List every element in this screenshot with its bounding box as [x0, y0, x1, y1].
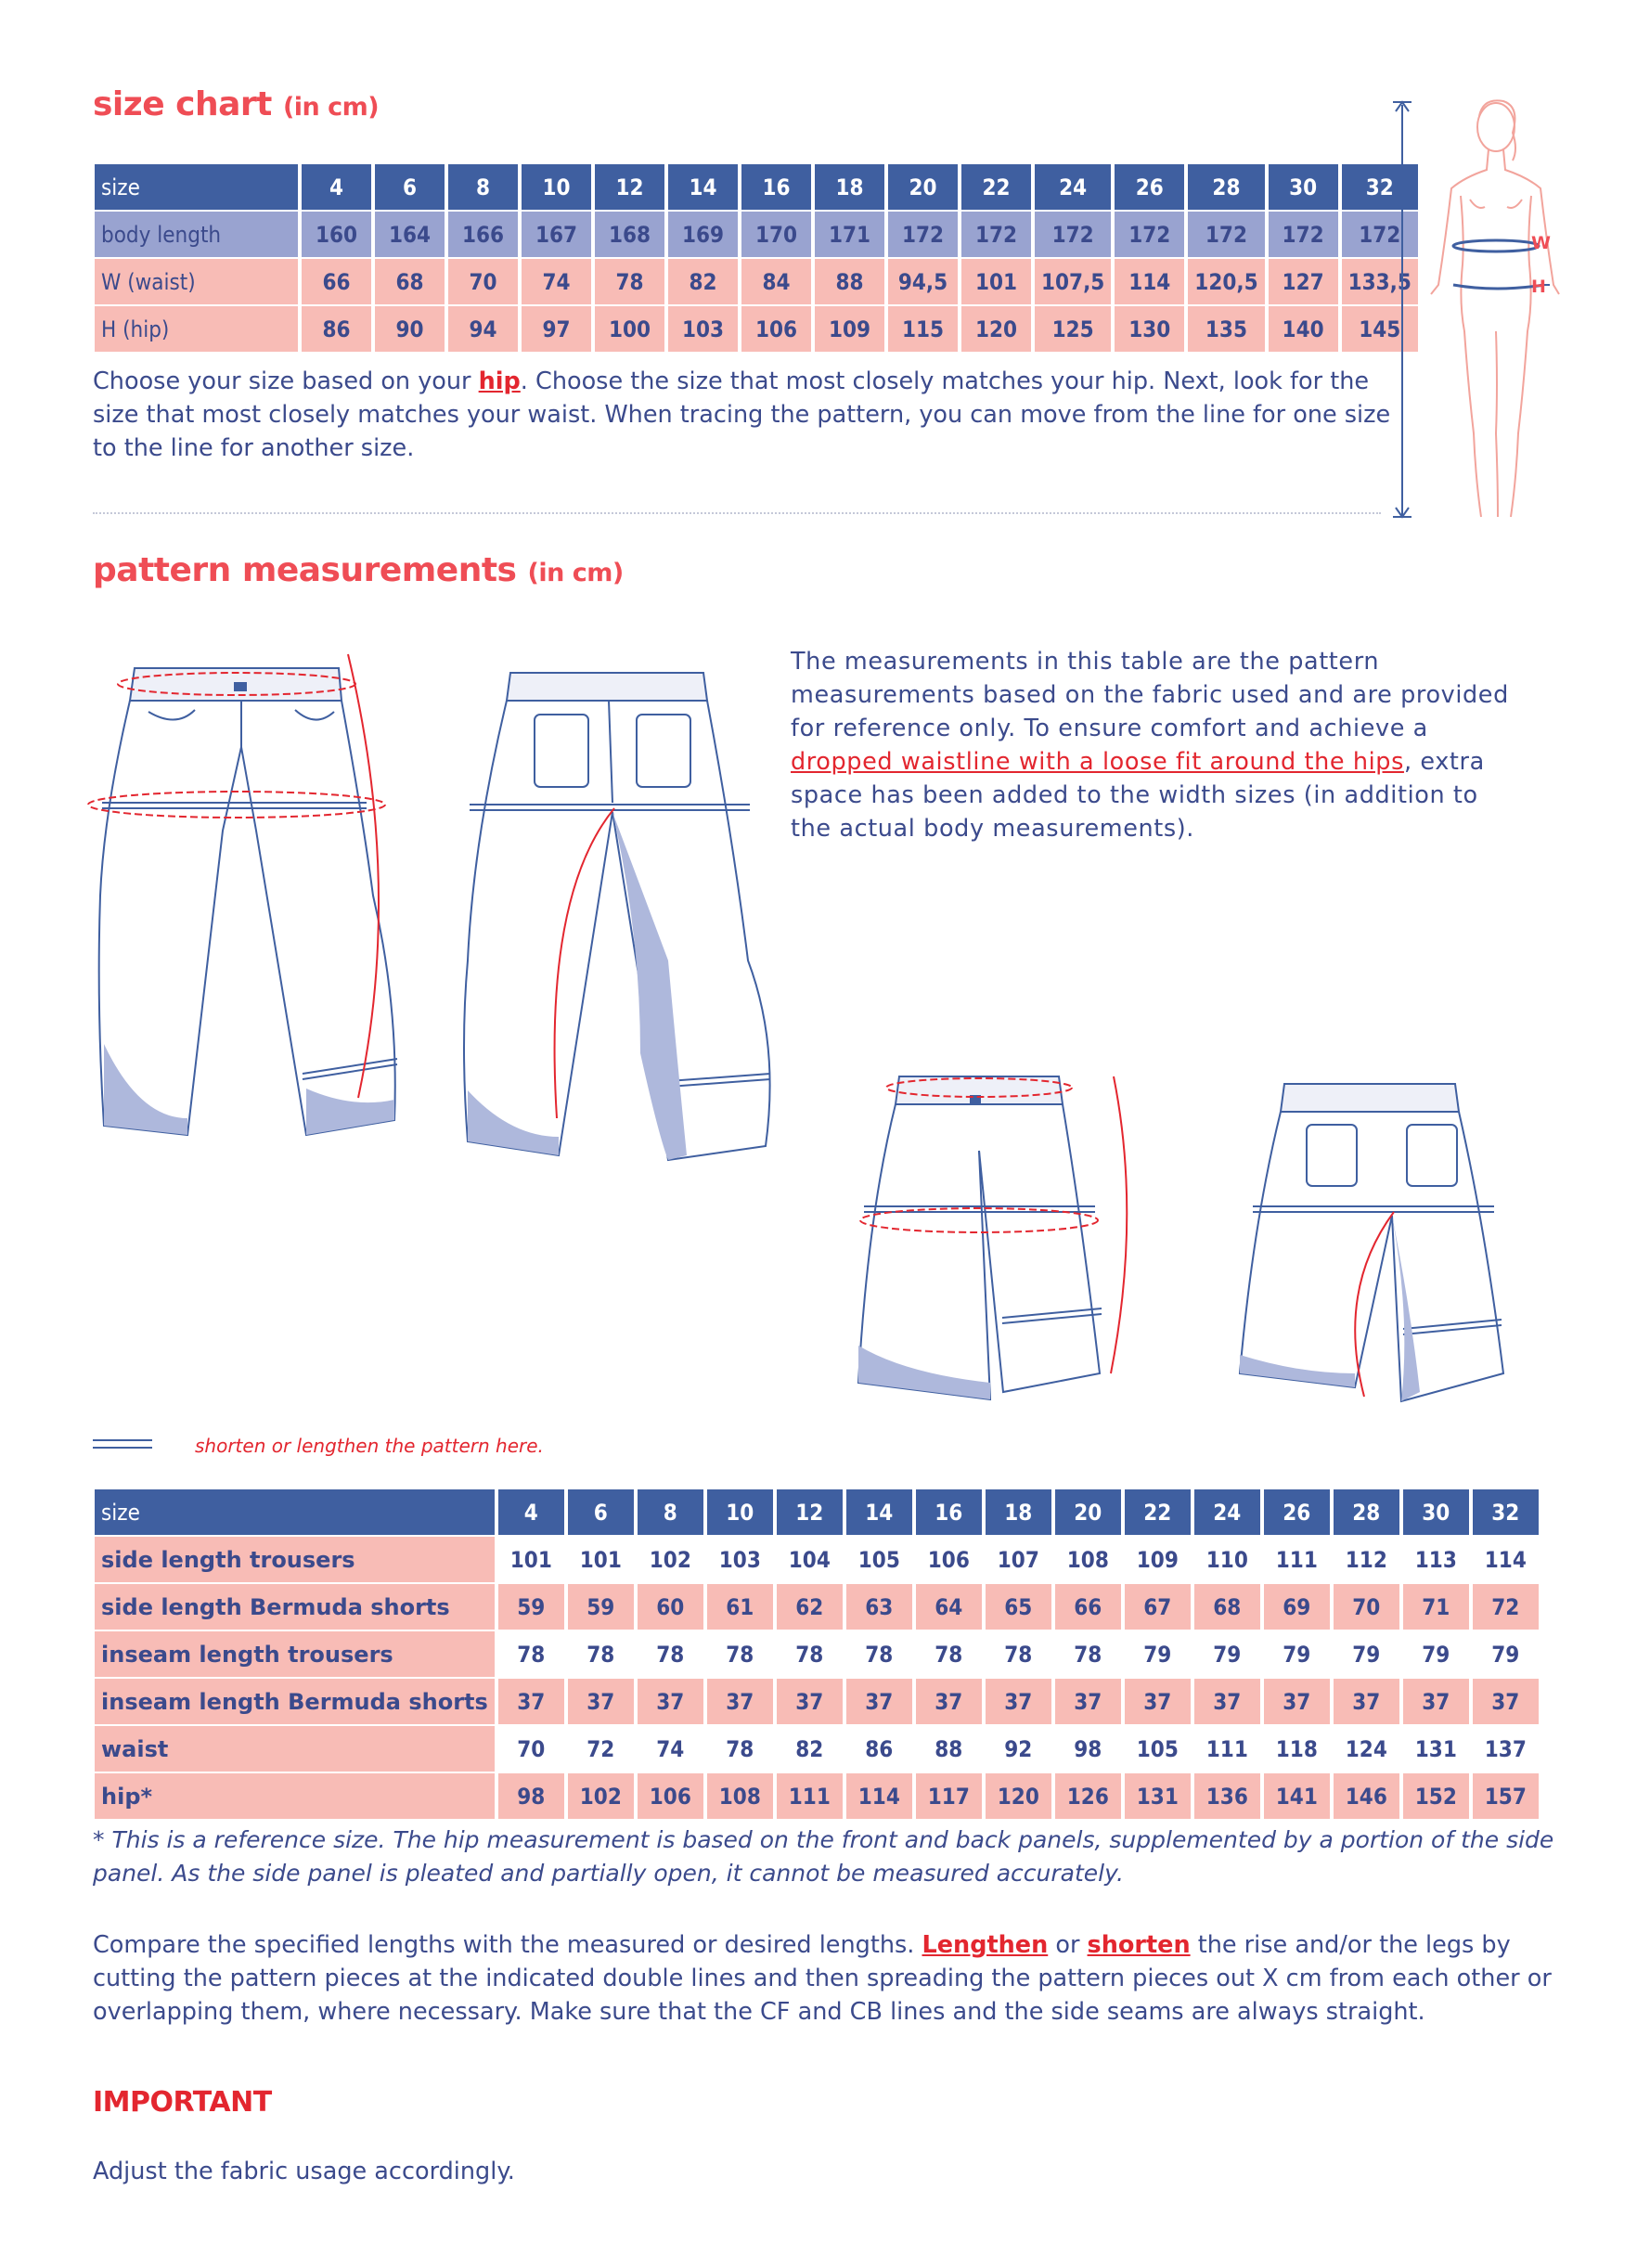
- pattern-header-cell: 8: [638, 1489, 703, 1535]
- size-chart-cell: 172: [1115, 212, 1184, 257]
- size-chart-row-label: H (hip): [95, 306, 298, 352]
- pattern-cell: 79: [1403, 1631, 1469, 1677]
- trousers-back-illustration: [455, 654, 789, 1174]
- size-chart-title-text: size chart: [93, 85, 272, 123]
- pattern-cell: 37: [1473, 1679, 1539, 1724]
- pattern-cell: 78: [777, 1631, 843, 1677]
- section-divider: [93, 512, 1381, 514]
- size-chart-header-cell: 20: [888, 164, 958, 210]
- pattern-row-label: side length Bermuda shorts: [95, 1584, 495, 1630]
- size-chart-cell: 172: [1035, 212, 1111, 257]
- pattern-cell: 64: [916, 1584, 982, 1630]
- pattern-cell: 37: [1403, 1679, 1469, 1724]
- size-chart-cell: 84: [741, 259, 811, 304]
- pattern-cell: 70: [498, 1726, 564, 1772]
- pattern-title: [93, 551, 624, 589]
- size-chart-cell: 107,5: [1035, 259, 1111, 304]
- pattern-cell: 111: [1264, 1537, 1330, 1582]
- size-chart-cell: 66: [302, 259, 371, 304]
- pattern-header-cell: 30: [1403, 1489, 1469, 1535]
- pattern-cell: 114: [846, 1773, 912, 1819]
- important-title: IMPORTANT: [93, 2086, 272, 2119]
- pattern-cell: 37: [986, 1679, 1051, 1724]
- pattern-cell: 37: [1334, 1679, 1399, 1724]
- pattern-cell: 60: [638, 1584, 703, 1630]
- size-chart-cell: 120: [961, 306, 1031, 352]
- pattern-cell: 78: [707, 1631, 773, 1677]
- pattern-cell: 69: [1264, 1584, 1330, 1630]
- body-figure-illustration: [1373, 88, 1615, 534]
- size-chart-cell: 103: [668, 306, 738, 352]
- pattern-cell: 37: [846, 1679, 912, 1724]
- pattern-title-text: pattern measurements: [93, 551, 517, 589]
- pattern-cell: 66: [1055, 1584, 1121, 1630]
- pattern-cell: 136: [1194, 1773, 1260, 1819]
- pattern-intro-start: The measurements in this table are the pattern measurements based on the fabric used and are provided for reference only. To ensure comfort and achieve a: [791, 648, 1509, 742]
- pattern-cell: 74: [638, 1726, 703, 1772]
- pattern-cell: 146: [1334, 1773, 1399, 1819]
- size-chart-cell: 106: [741, 306, 811, 352]
- pattern-header-row: [95, 1489, 1539, 1535]
- pattern-cell: 124: [1334, 1726, 1399, 1772]
- size-chart-cell: 160: [302, 212, 371, 257]
- pattern-intro: [791, 645, 1515, 845]
- size-chart-cell: 74: [522, 259, 591, 304]
- size-chart-header-cell: 24: [1035, 164, 1111, 210]
- size-chart-cell: 82: [668, 259, 738, 304]
- size-chart-cell: 101: [961, 259, 1031, 304]
- size-chart-cell: 70: [448, 259, 518, 304]
- lengthen-highlight: Lengthen: [922, 1931, 1049, 1959]
- size-chart-cell: 88: [815, 259, 884, 304]
- pattern-row: [95, 1726, 1539, 1772]
- size-chart-cell: 166: [448, 212, 518, 257]
- pattern-cell: 92: [986, 1726, 1051, 1772]
- pattern-cell: 113: [1403, 1537, 1469, 1582]
- pattern-cell: 78: [916, 1631, 982, 1677]
- pattern-cell: 78: [986, 1631, 1051, 1677]
- pattern-cell: 78: [1055, 1631, 1121, 1677]
- hip-highlight: hip: [478, 367, 521, 395]
- double-line-legend-icon: [93, 1438, 152, 1451]
- pattern-cell: 102: [638, 1537, 703, 1582]
- size-chart-note-start: Choose your size based on your: [93, 367, 479, 395]
- size-chart-cell: 171: [815, 212, 884, 257]
- size-chart-cell: 168: [595, 212, 664, 257]
- pattern-cell: 108: [1055, 1537, 1121, 1582]
- pattern-cell: 106: [916, 1537, 982, 1582]
- pattern-cell: 98: [1055, 1726, 1121, 1772]
- compare-paragraph: [93, 1928, 1578, 2029]
- shorts-back-illustration: [1225, 1076, 1522, 1420]
- pattern-cell: 78: [846, 1631, 912, 1677]
- pattern-header-cell: 26: [1264, 1489, 1330, 1535]
- size-chart-title-unit: (in cm): [282, 93, 380, 122]
- pattern-cell: 70: [1334, 1584, 1399, 1630]
- pattern-cell: 109: [1125, 1537, 1191, 1582]
- pattern-cell: 61: [707, 1584, 773, 1630]
- size-chart-header-cell: 18: [815, 164, 884, 210]
- size-chart-cell: 97: [522, 306, 591, 352]
- size-chart-note-end: . Choose the size that most closely matches your hip. Next, look for the size that most closely matches your waist. When tracing the pattern, you can move from the line for one size to the line for another size.: [93, 367, 1391, 462]
- pattern-cell: 107: [986, 1537, 1051, 1582]
- pattern-intro-end: , extra space has been added to the width sizes (in addition to the actual body measurements).: [791, 748, 1485, 843]
- pattern-header-cell: 22: [1125, 1489, 1191, 1535]
- pattern-cell: 126: [1055, 1773, 1121, 1819]
- pattern-cell: 108: [707, 1773, 773, 1819]
- pattern-cell: 78: [568, 1631, 634, 1677]
- pattern-cell: 37: [1264, 1679, 1330, 1724]
- size-chart-header-row: [95, 164, 1418, 210]
- pattern-row-label: inseam length Bermuda shorts: [95, 1679, 495, 1724]
- size-chart-cell: 114: [1115, 259, 1184, 304]
- waist-label: W: [1531, 233, 1551, 253]
- size-chart-cell: 100: [595, 306, 664, 352]
- pattern-cell: 114: [1473, 1537, 1539, 1582]
- pattern-cell: 37: [638, 1679, 703, 1724]
- pattern-cell: 37: [498, 1679, 564, 1724]
- pattern-cell: 141: [1264, 1773, 1330, 1819]
- size-chart-row-label: W (waist): [95, 259, 298, 304]
- pattern-cell: 104: [777, 1537, 843, 1582]
- pattern-cell: 105: [1125, 1726, 1191, 1772]
- pattern-cell: 102: [568, 1773, 634, 1819]
- pattern-header-cell: 20: [1055, 1489, 1121, 1535]
- size-chart-row-label: body length: [95, 212, 298, 257]
- hip-label: H: [1531, 277, 1546, 297]
- compare-text-2: or: [1048, 1931, 1088, 1959]
- pattern-cell: 110: [1194, 1537, 1260, 1582]
- pattern-row-label: inseam length trousers: [95, 1631, 495, 1677]
- size-chart-cell: 169: [668, 212, 738, 257]
- pattern-cell: 37: [1194, 1679, 1260, 1724]
- pattern-footnote: * This is a reference size. The hip measurement is based on the front and back panels, supplemented by a portion of the side panel. As the side panel is pleated and partially open, it cannot be measured accurately.: [93, 1826, 1554, 1887]
- size-chart-cell: 172: [1269, 212, 1338, 257]
- size-chart-table: [91, 162, 1422, 354]
- size-chart-cell: 167: [522, 212, 591, 257]
- pattern-cell: 101: [568, 1537, 634, 1582]
- size-chart-header-cell: 10: [522, 164, 591, 210]
- pattern-cell: 120: [986, 1773, 1051, 1819]
- pattern-cell: 79: [1125, 1631, 1191, 1677]
- pattern-cell: 88: [916, 1726, 982, 1772]
- size-chart-cell: 130: [1115, 306, 1184, 352]
- pattern-cell: 37: [916, 1679, 982, 1724]
- pattern-cell: 78: [638, 1631, 703, 1677]
- legend-text: shorten or lengthen the pattern here.: [195, 1435, 544, 1457]
- pattern-cell: 117: [916, 1773, 982, 1819]
- size-chart-cell: 164: [375, 212, 445, 257]
- pattern-cell: 79: [1264, 1631, 1330, 1677]
- size-chart-header-cell: 16: [741, 164, 811, 210]
- pattern-row: [95, 1537, 1539, 1582]
- size-chart-header-cell: 12: [595, 164, 664, 210]
- size-chart-cell: 133,5: [1342, 259, 1418, 304]
- compare-text-1: Compare the specified lengths with the measured or desired lengths.: [93, 1931, 922, 1959]
- size-chart-header-cell: 28: [1188, 164, 1264, 210]
- size-chart-cell: 120,5: [1188, 259, 1264, 304]
- size-chart-cell: 109: [815, 306, 884, 352]
- size-chart-header-cell: 26: [1115, 164, 1184, 210]
- pattern-cell: 101: [498, 1537, 564, 1582]
- pattern-title-unit: (in cm): [527, 559, 624, 587]
- pattern-cell: 131: [1403, 1726, 1469, 1772]
- size-chart-cell: 140: [1269, 306, 1338, 352]
- size-chart-cell: 86: [302, 306, 371, 352]
- pattern-cell: 37: [707, 1679, 773, 1724]
- size-chart-cell: 172: [961, 212, 1031, 257]
- pattern-cell: 157: [1473, 1773, 1539, 1819]
- pattern-row-label: waist: [95, 1726, 495, 1772]
- size-chart-header-label: size: [95, 164, 298, 210]
- pattern-cell: 37: [1125, 1679, 1191, 1724]
- pattern-header-cell: 28: [1334, 1489, 1399, 1535]
- pattern-cell: 112: [1334, 1537, 1399, 1582]
- size-chart-cell: 68: [375, 259, 445, 304]
- size-chart-cell: 170: [741, 212, 811, 257]
- pattern-cell: 111: [777, 1773, 843, 1819]
- pattern-header-cell: 4: [498, 1489, 564, 1535]
- pattern-row-label: hip*: [95, 1773, 495, 1819]
- size-chart-title: [93, 85, 379, 123]
- pattern-row: [95, 1631, 1539, 1677]
- size-chart-cell: 145: [1342, 306, 1418, 352]
- pattern-cell: 111: [1194, 1726, 1260, 1772]
- pattern-cell: 131: [1125, 1773, 1191, 1819]
- pattern-cell: 103: [707, 1537, 773, 1582]
- pattern-cell: 105: [846, 1537, 912, 1582]
- pattern-header-cell: 24: [1194, 1489, 1260, 1535]
- size-chart-header-cell: 30: [1269, 164, 1338, 210]
- pattern-cell: 118: [1264, 1726, 1330, 1772]
- shorten-highlight: shorten: [1087, 1931, 1191, 1959]
- pattern-cell: 37: [1055, 1679, 1121, 1724]
- pattern-cell: 78: [707, 1726, 773, 1772]
- pattern-header-cell: 14: [846, 1489, 912, 1535]
- pattern-header-cell: 16: [916, 1489, 982, 1535]
- pattern-row: [95, 1679, 1539, 1724]
- dropped-waistline-highlight: dropped waistline with a loose fit around the hips: [791, 748, 1404, 776]
- pattern-cell: 72: [1473, 1584, 1539, 1630]
- pattern-cell: 37: [777, 1679, 843, 1724]
- pattern-cell: 67: [1125, 1584, 1191, 1630]
- size-chart-cell: 90: [375, 306, 445, 352]
- pattern-cell: 79: [1194, 1631, 1260, 1677]
- pattern-cell: 82: [777, 1726, 843, 1772]
- size-chart-cell: 135: [1188, 306, 1264, 352]
- pattern-cell: 72: [568, 1726, 634, 1772]
- size-chart-note: [93, 365, 1392, 465]
- pattern-cell: 78: [498, 1631, 564, 1677]
- shorts-front-illustration: [831, 1067, 1137, 1411]
- pattern-header-cell: 12: [777, 1489, 843, 1535]
- size-chart-cell: 78: [595, 259, 664, 304]
- pattern-header-cell: 10: [707, 1489, 773, 1535]
- pattern-row-label: side length trousers: [95, 1537, 495, 1582]
- trousers-front-illustration: [84, 645, 445, 1165]
- pattern-table: [91, 1488, 1542, 1821]
- size-chart-header-cell: 6: [375, 164, 445, 210]
- pattern-cell: 68: [1194, 1584, 1260, 1630]
- pattern-row: [95, 1773, 1539, 1819]
- size-chart-cell: 127: [1269, 259, 1338, 304]
- pattern-cell: 71: [1403, 1584, 1469, 1630]
- pattern-header-cell: 32: [1473, 1489, 1539, 1535]
- size-chart-cell: 172: [1342, 212, 1418, 257]
- compare-text-3: the rise and/or the legs by cutting the pattern pieces at the indicated double lines and then spreading the pattern pieces out X cm from each other or overlapping them, where necessary. Make sure that the CF and CB lines and the side seams are always straight.: [93, 1931, 1552, 2026]
- pattern-cell: 79: [1334, 1631, 1399, 1677]
- size-chart-header-cell: 4: [302, 164, 371, 210]
- size-chart-cell: 172: [1188, 212, 1264, 257]
- size-chart-row: [95, 259, 1418, 304]
- size-chart-cell: 94,5: [888, 259, 958, 304]
- pattern-cell: 65: [986, 1584, 1051, 1630]
- size-chart-cell: 125: [1035, 306, 1111, 352]
- size-chart-cell: 115: [888, 306, 958, 352]
- pattern-header-cell: 6: [568, 1489, 634, 1535]
- pattern-cell: 37: [568, 1679, 634, 1724]
- pattern-cell: 98: [498, 1773, 564, 1819]
- size-chart-header-cell: 22: [961, 164, 1031, 210]
- pattern-cell: 62: [777, 1584, 843, 1630]
- pattern-cell: 106: [638, 1773, 703, 1819]
- important-text: Adjust the fabric usage accordingly.: [93, 2158, 515, 2185]
- size-chart-header-cell: 8: [448, 164, 518, 210]
- size-chart-row: [95, 212, 1418, 257]
- pattern-cell: 86: [846, 1726, 912, 1772]
- size-chart-cell: 172: [888, 212, 958, 257]
- size-chart-cell: 94: [448, 306, 518, 352]
- pattern-cell: 79: [1473, 1631, 1539, 1677]
- pattern-row: [95, 1584, 1539, 1630]
- size-chart-row: [95, 306, 1418, 352]
- pattern-header-cell: 18: [986, 1489, 1051, 1535]
- pattern-header-label: size: [95, 1489, 495, 1535]
- pattern-cell: 59: [498, 1584, 564, 1630]
- pattern-cell: 59: [568, 1584, 634, 1630]
- pattern-cell: 63: [846, 1584, 912, 1630]
- pattern-cell: 152: [1403, 1773, 1469, 1819]
- size-chart-header-cell: 32: [1342, 164, 1418, 210]
- pattern-cell: 137: [1473, 1726, 1539, 1772]
- size-chart-header-cell: 14: [668, 164, 738, 210]
